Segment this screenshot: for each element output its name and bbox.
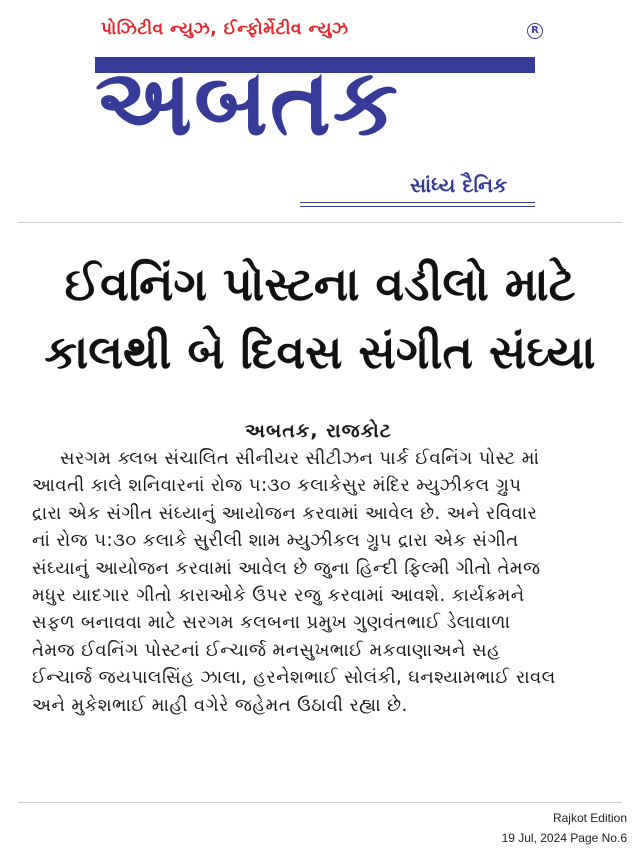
subtitle-rule-second [300, 206, 535, 207]
body-line: આવતી કાલે શનિવારનાં રોજ ૫:૩૦ કલાકેસુર મંદિર મ્યુઝીકલ ગ્રુપ [32, 475, 522, 497]
masthead-subtitle: સાંધ્ય દૈનિક [410, 173, 508, 197]
date-page-label: 19 Jul, 2024 Page No.6 [501, 831, 627, 845]
article-headline [18, 250, 622, 386]
article-dateline: અબતક, રાજકોટ [245, 420, 392, 442]
body-line: દ્રારા એક સંગીત સંઘ્યાનું આયોજન કરવામાં આવેલ છે. અને રવિવાર [32, 502, 538, 524]
headline-line: કાલથી બે દિવસ સંગીત સંઘ્યા [44, 325, 596, 379]
newspaper-logo: અબતક [95, 49, 400, 156]
body-line: નાં રોજ ૫:૩૦ કલાકે સુરીલી શામ મ્યુઝીકલ ગ્રુપ દ્રારા એક સંગીત [32, 530, 519, 552]
headline-line: ઈવનિંગ પોસ્ટના વડીલો માટે [64, 257, 576, 311]
body-line: ઈન્ચાર્જ જયપાલસિંહ ઝાલા, હરનેશભાઈ સોલંકી, ઘનશ્યામભાઈ રાવલ [32, 667, 556, 689]
body-line: સંઘ્યાનું આયોજન કરવામાં આવેલ છે જુના હિન્દી ફિલ્મી ગીતો તેમજ [32, 557, 541, 579]
body-line: તેમજ ઈવનિંગ પોસ્ટનાં ઈન્ચાર્જ મનસુખભાઈ મકવાણાઅને સહ [32, 639, 501, 661]
edition-label: Rajkot Edition [552, 811, 627, 825]
body-line: અને મુકેશભાઈ માહી વગેરે જહેમત ઉઠાવી રહ્યા છે. [32, 694, 408, 716]
subtitle-rule [300, 202, 535, 203]
article-body [32, 445, 627, 719]
body-line: મધુર યાદગાર ગીતો કારાઓકે ઉપર રજુ કરવામાં આવશે. કાર્યક્રમને [32, 585, 525, 607]
masthead-divider [18, 222, 622, 223]
masthead [95, 15, 545, 205]
registered-mark-icon: R [527, 23, 543, 39]
body-line: સફળ બનાવવા માટે સરગમ કલબના પ્રમુખ ગુણવંતભાઈ ડેલાવાળા [32, 612, 511, 634]
tagline: પોઝિટીવ ન્યુઝ, ઈન્ફોર્મેટીવ ન્યુઝ [101, 19, 349, 39]
page-footer [502, 808, 627, 848]
body-line: સરગમ ક્લબ સંચાલિત સીનીયર સીટીઝન પાર્ક ઈવનિંગ પોસ્ટ માં [60, 448, 540, 469]
footer-divider [18, 802, 622, 803]
